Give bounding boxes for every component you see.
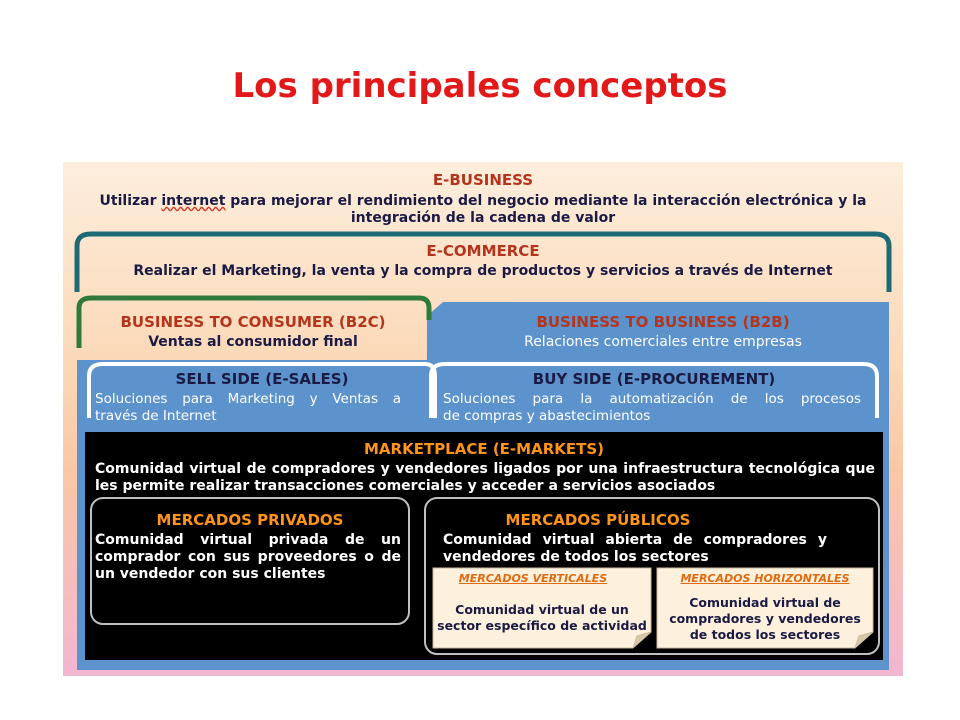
sell-side-line1: Soluciones para Marketing y Ventas a — [95, 391, 401, 407]
sell-side-heading: SELL SIDE (E-SALES) — [175, 370, 349, 388]
marketplace-line2: les permite realizar transacciones comerciales y acceder a servicios asociados — [95, 478, 716, 494]
b2c-desc: Ventas al consumidor final — [148, 334, 358, 350]
ebusiness-desc-line1 — [63, 193, 903, 209]
privados-line2: comprador con sus proveedores o de — [95, 549, 401, 565]
ecommerce-heading: E-COMMERCE — [426, 242, 540, 260]
verticales-heading: MERCADOS VERTICALES — [458, 572, 608, 585]
marketplace-line1: Comunidad virtual de compradores y vendedores ligados por una infraestructura tecnológica que — [95, 461, 875, 477]
ebusiness-heading: E-BUSINESS — [432, 171, 534, 189]
ebusiness-desc-line2: integración de la cadena de valor — [350, 210, 616, 226]
ebusiness-desc-pre: Utilizar — [99, 193, 162, 209]
b2b-heading: BUSINESS TO BUSINESS (B2B) — [536, 313, 790, 331]
buy-side-heading: BUY SIDE (E-PROCUREMENT) — [532, 370, 776, 388]
publicos-heading: MERCADOS PÚBLICOS — [505, 511, 691, 529]
privados-heading: MERCADOS PRIVADOS — [156, 511, 344, 529]
marketplace-heading: MARKETPLACE (E-MARKETS) — [364, 440, 604, 458]
verticales-line1: Comunidad virtual de un — [455, 602, 629, 617]
b2c-heading: BUSINESS TO CONSUMER (B2C) — [120, 313, 386, 331]
privados-line1: Comunidad virtual privada de un — [95, 532, 401, 548]
buy-side-line2: de compras y abastecimientos — [443, 408, 651, 424]
ebusiness-desc-post: para mejorar el rendimiento del negocio mediante la interacción electrónica y la — [225, 193, 867, 209]
publicos-line1: Comunidad virtual abierta de compradores y — [443, 532, 827, 548]
internet-link[interactable]: internet — [161, 193, 226, 209]
b2b-desc: Relaciones comerciales entre empresas — [524, 334, 802, 350]
verticales-line2: sector específico de actividad — [437, 618, 647, 633]
horizontales-heading: MERCADOS HORIZONTALES — [680, 572, 850, 585]
horizontales-line2: compradores y vendedores — [669, 611, 861, 626]
page-title: Los principales conceptos — [232, 66, 728, 106]
concepts-diagram — [63, 162, 903, 676]
buy-side-line1: Soluciones para la automatización de los procesos — [443, 391, 861, 407]
horizontales-line3: de todos los sectores — [689, 627, 841, 642]
ecommerce-desc: Realizar el Marketing, la venta y la compra de productos y servicios a través de Internet — [133, 263, 833, 279]
sell-side-line2: través de Internet — [95, 408, 217, 424]
publicos-line2: vendedores de todos los sectores — [443, 549, 709, 565]
privados-line3: un vendedor con sus clientes — [95, 566, 326, 582]
horizontales-line1: Comunidad virtual de — [689, 595, 841, 610]
